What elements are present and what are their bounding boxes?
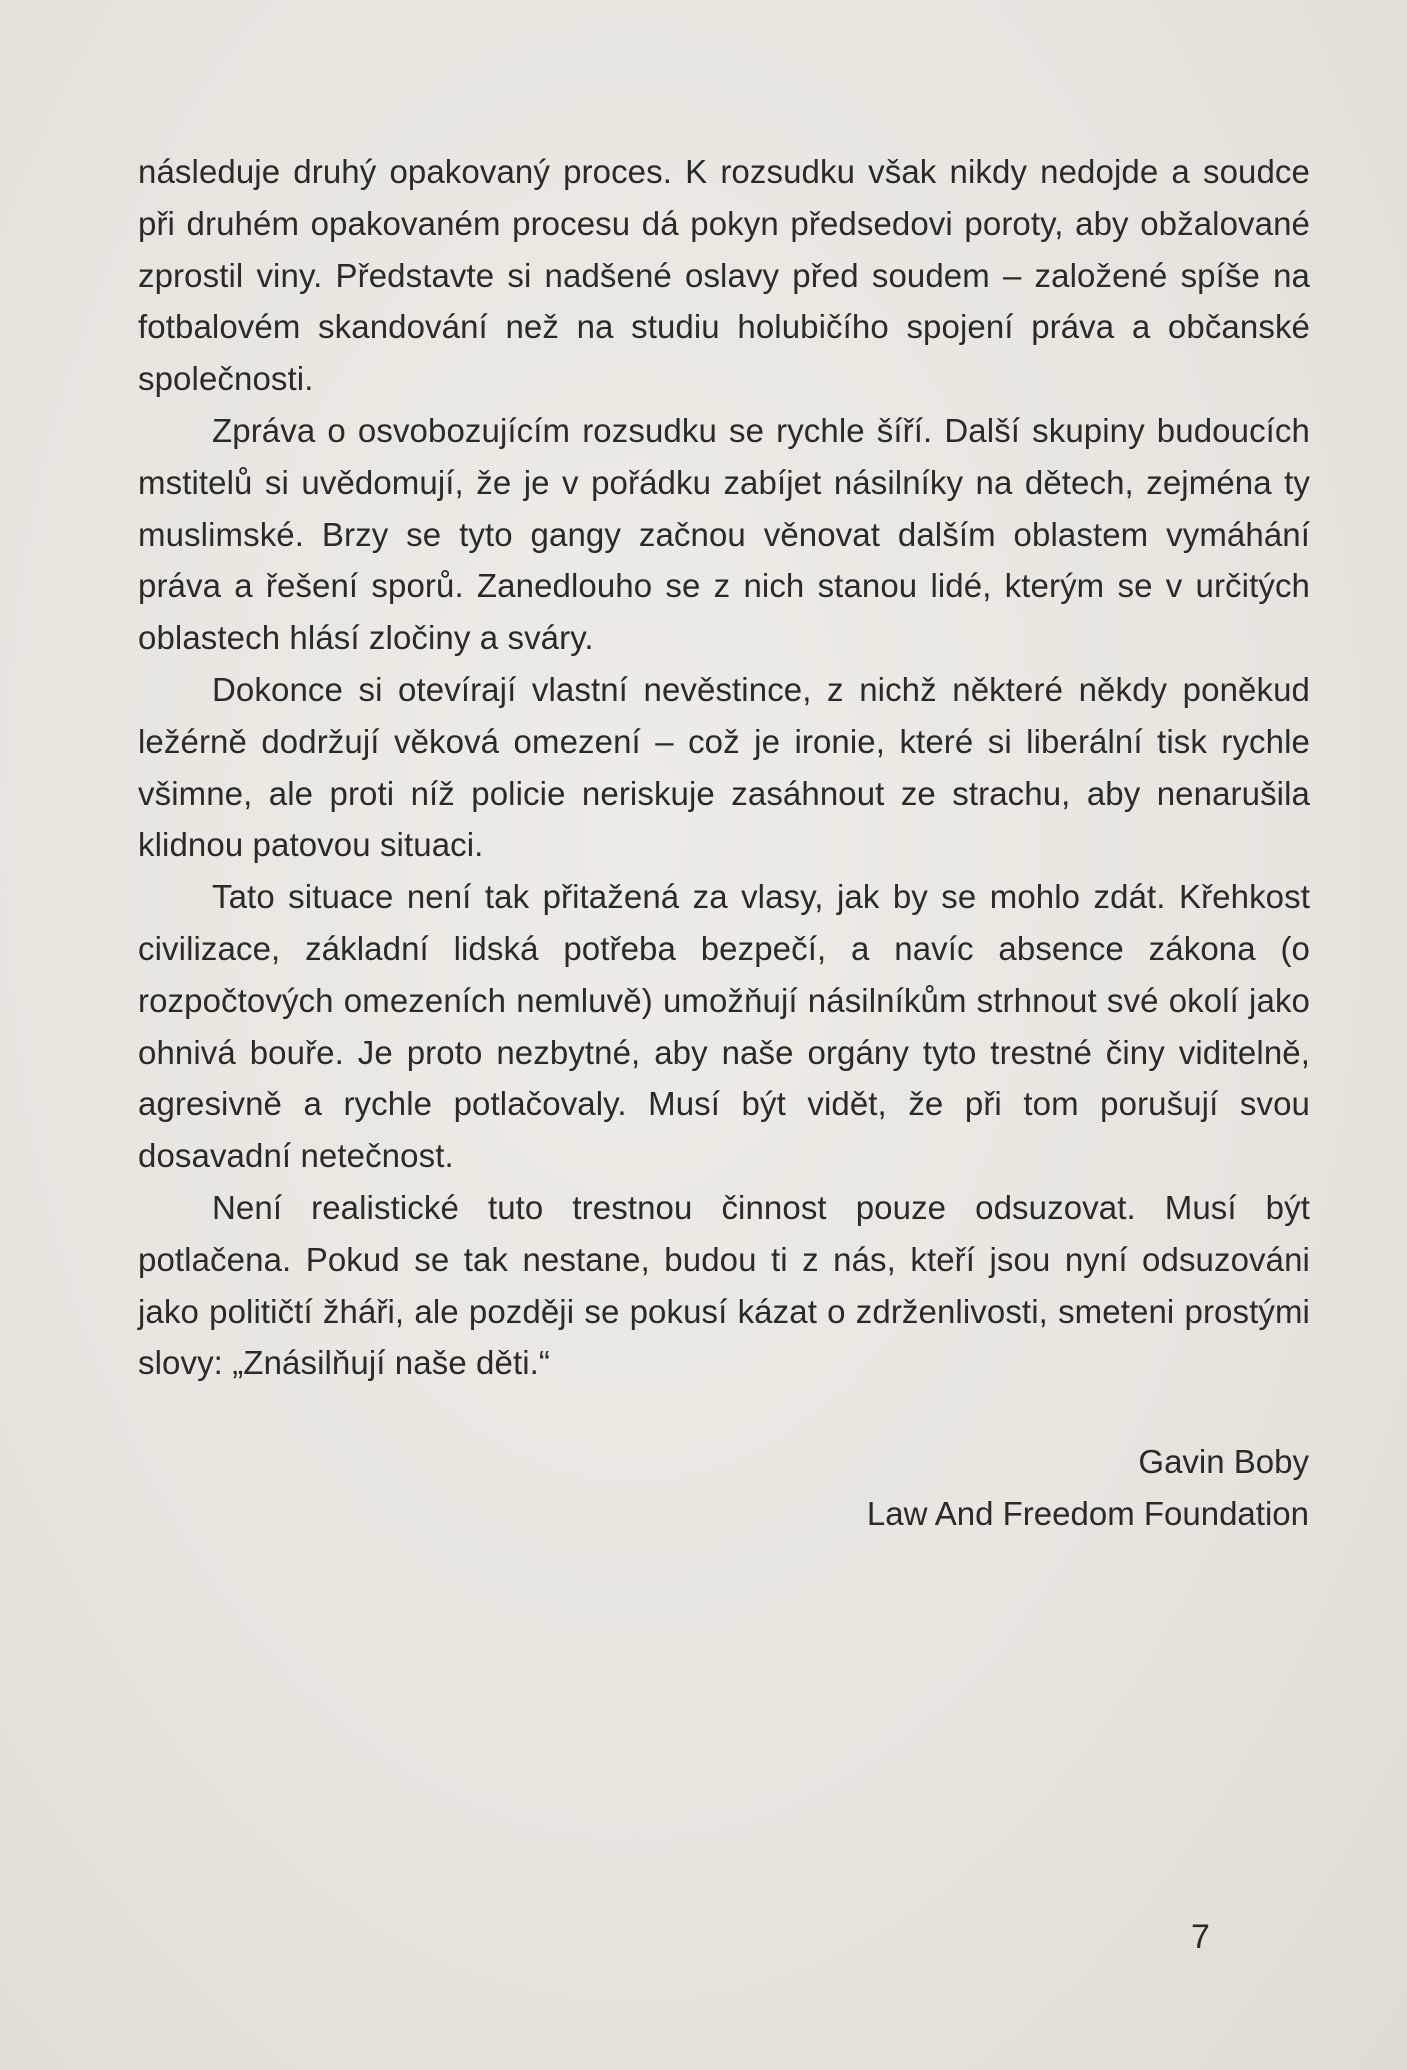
paragraph: Dokonce si otevírají vlastní nevěstince, z nichž některé někdy poněkud ležérně dodržují věková omezení – což je ironie, které si liberální tisk rychle všimne, ale proti níž policie neriskuje zasáhnout ze strachu, aby nenarušila klidnou patovou situaci. xyxy=(138,670,1310,864)
author-organization: Law And Freedom Foundation xyxy=(866,1495,1309,1532)
paragraph: následuje druhý opakovaný proces. K rozsudku však nikdy nedojde a soudce při druhém opakovaném procesu dá pokyn předsedovi poroty, aby obžalované zprostil viny. Představte si nadšené oslavy před soudem – založené spíše na fotbalovém skandování než na studiu holubičího spojení práva a občanské společnosti. xyxy=(138,153,1310,398)
author-name: Gavin Boby xyxy=(1138,1443,1309,1480)
signature-block xyxy=(867,1436,1309,1540)
body-text xyxy=(138,146,1310,1389)
paragraph: Zpráva o osvobozujícím rozsudku se rychle šíří. Další skupiny budoucích mstitelů si uvědomují, že je v pořádku zabíjet násilníky na dětech, zejména ty muslimské. Brzy se tyto gangy začnou věnovat dalším oblastem vymáhání práva a řešení sporů. Zanedlouho se z nich stanou lidé, kterým se v určitých oblastech hlásí zločiny a sváry. xyxy=(138,411,1310,657)
paragraph: Není realistické tuto trestnou činnost pouze odsuzovat. Musí být potlačena. Pokud se tak nestane, budou ti z nás, kteří jsou nyní odsuzováni jako političtí žháři, ale později se pokusí kázat o zdrženlivosti, smeteni prostými slovy: „Znásilňují naše děti.“ xyxy=(138,1188,1310,1382)
paragraph: Tato situace není tak přitažená za vlasy, jak by se mohlo zdát. Křehkost civilizace, základní lidská potřeba bezpečí, a navíc absence zákona (o rozpočtových omezeních nemluvě) umožňují násilníkům strhnout své okolí jako ohnivá bouře. Je proto nezbytné, aby naše orgány tyto trestné činy viditelně, agresivně a rychle potlačovaly. Musí být vidět, že při tom porušují svou dosavadní netečnost. xyxy=(138,878,1310,1175)
page-number: 7 xyxy=(1191,1918,1210,1956)
